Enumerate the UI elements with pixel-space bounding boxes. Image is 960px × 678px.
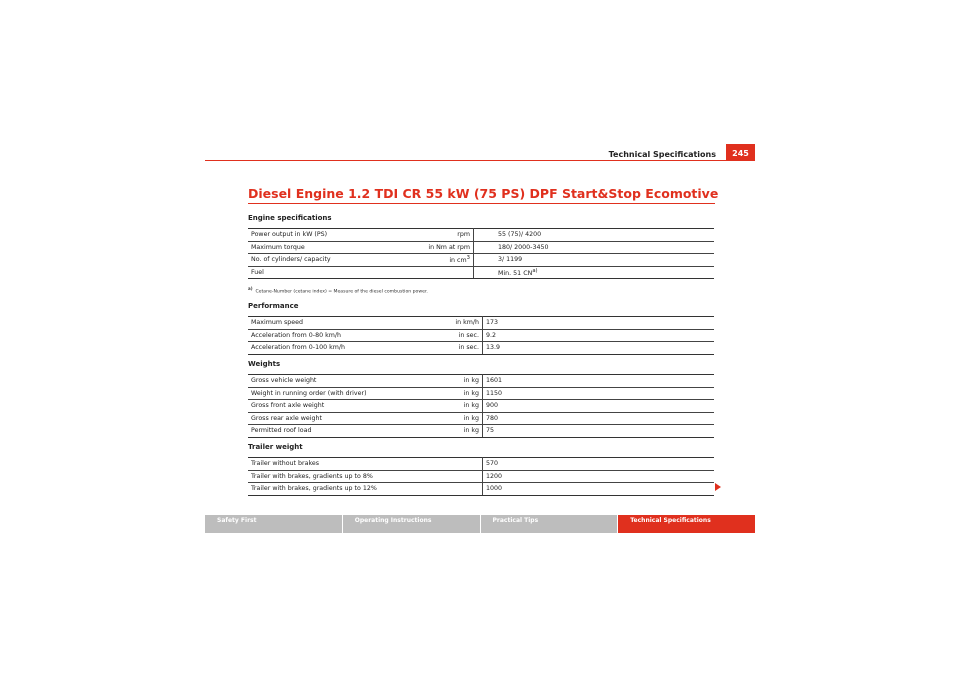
footer-tab-practical-tips[interactable]: Practical Tips [481,515,619,533]
row-value: 3/ 1199 [474,254,715,267]
row-unit: in sec. [416,329,483,342]
weights-table [248,374,714,438]
row-value: 9.2 [483,329,715,342]
footer-nav [205,515,755,533]
row-value: 13.9 [483,342,715,355]
table-row [248,375,714,388]
row-label: Trailer with brakes, gradients up to 12% [248,483,416,496]
header-rule [205,160,755,161]
performance-heading: Performance [248,302,299,310]
row-unit: in kg [416,412,483,425]
row-label: Weight in running order (with driver) [248,387,416,400]
row-label: Acceleration from 0-80 km/h [248,329,416,342]
page-title: Diesel Engine 1.2 TDI CR 55 kW (75 PS) DPF Start&Stop Ecomotive [248,186,719,201]
value-text: Min. 51 CN [498,269,533,277]
row-value: 570 [483,458,715,471]
row-label: Maximum speed [248,317,416,330]
row-label: Power output in kW (PS) [248,229,416,242]
footnote-ref: a) [532,267,538,274]
table-row [248,387,714,400]
row-unit: in kg [416,400,483,413]
row-value: 173 [483,317,715,330]
table-row [248,470,714,483]
footnote-text: Cetane-Number (cetane index) = Measure of the diesel combustion power. [255,289,428,295]
row-label: Acceleration from 0-100 km/h [248,342,416,355]
row-label: Fuel [248,266,416,279]
table-row [248,412,714,425]
row-unit: in sec. [416,342,483,355]
row-value: 900 [483,400,715,413]
weights-heading: Weights [248,360,281,368]
unit-superscript: 3 [466,255,470,262]
row-label: Trailer without brakes [248,458,416,471]
engine-spec-table [248,228,714,279]
continue-arrow-icon[interactable] [715,483,721,491]
table-row [248,229,714,242]
row-unit: in kg [416,375,483,388]
table-row [248,241,714,254]
row-value: 75 [483,425,715,438]
table-row [248,458,714,471]
page-number: 245 [726,144,755,160]
trailer-table [248,457,714,496]
row-value: 180/ 2000-3450 [474,241,715,254]
row-unit: in kg [416,425,483,438]
row-value [474,266,715,279]
row-unit [416,266,474,279]
unit-text: in cm [449,257,467,265]
table-row [248,254,714,267]
header-section-title: Technical Specifications [608,150,716,159]
table-row [248,329,714,342]
performance-table [248,316,714,355]
table-row [248,400,714,413]
row-value: 1601 [483,375,715,388]
row-unit [416,458,483,471]
row-unit [416,470,483,483]
table-row [248,483,714,496]
trailer-heading: Trailer weight [248,443,303,451]
row-label: Gross front axle weight [248,400,416,413]
row-unit [416,254,474,267]
row-label: Maximum torque [248,241,416,254]
row-unit [416,483,483,496]
table-row [248,342,714,355]
row-label: Trailer with brakes, gradients up to 8% [248,470,416,483]
title-rule [248,203,715,204]
footer-tab-safety-first[interactable]: Safety First [205,515,343,533]
row-label: Permitted roof load [248,425,416,438]
table-row [248,425,714,438]
row-value: 780 [483,412,715,425]
table-row [248,266,714,279]
row-unit: in kg [416,387,483,400]
row-value: 1200 [483,470,715,483]
row-label: No. of cylinders/ capacity [248,254,416,267]
row-unit: in Nm at rpm [416,241,474,254]
row-unit: rpm [416,229,474,242]
row-label: Gross vehicle weight [248,375,416,388]
row-unit: in km/h [416,317,483,330]
row-label: Gross rear axle weight [248,412,416,425]
row-value: 55 (75)/ 4200 [474,229,715,242]
table-row [248,317,714,330]
footer-tab-operating-instructions[interactable]: Operating Instructions [343,515,481,533]
footnote-marker: a) [248,286,253,291]
row-value: 1150 [483,387,715,400]
footer-tab-technical-specifications[interactable]: Technical Specifications [618,515,755,533]
engine-heading: Engine specifications [248,214,332,222]
row-value: 1000 [483,483,715,496]
footnote [248,286,428,295]
